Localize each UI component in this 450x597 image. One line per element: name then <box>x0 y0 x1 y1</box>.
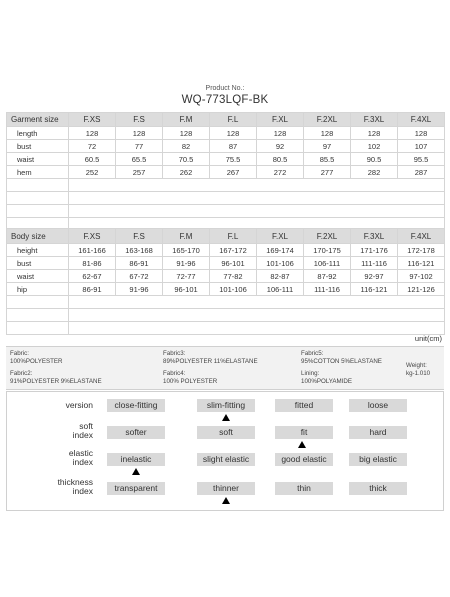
table-cell: 257 <box>116 166 163 179</box>
property-label-line: elastic <box>68 448 93 458</box>
table-cell: 65.5 <box>116 153 163 166</box>
empty-cell <box>7 192 69 205</box>
property-label <box>29 478 93 496</box>
table-cell: 171-176 <box>351 244 398 257</box>
table-cell: 165-170 <box>163 244 210 257</box>
option-fitted: fitted <box>275 399 333 412</box>
table-row <box>7 140 445 153</box>
option-close-fitting: close-fitting <box>107 399 165 412</box>
table-cell: 82-87 <box>257 270 304 283</box>
table-cell: 128 <box>163 127 210 140</box>
table-cell: 128 <box>257 127 304 140</box>
table-cell: 128 <box>304 127 351 140</box>
table-cell: 86-91 <box>116 257 163 270</box>
empty-cell <box>7 322 69 335</box>
empty-cell <box>69 296 445 309</box>
table-cell: 169-174 <box>257 244 304 257</box>
table-cell: 170-175 <box>304 244 351 257</box>
table-cell: 72-77 <box>163 270 210 283</box>
table-cell: 96-101 <box>163 283 210 296</box>
size-header: F.4XL <box>398 229 445 244</box>
table-cell: 106-111 <box>257 283 304 296</box>
table-cell: 128 <box>398 127 445 140</box>
size-header: F.XL <box>257 113 304 127</box>
row-label: length <box>7 127 69 140</box>
table-cell: 92-97 <box>351 270 398 283</box>
table-cell: 116-121 <box>398 257 445 270</box>
row-label: bust <box>7 140 69 153</box>
table-cell: 172-178 <box>398 244 445 257</box>
product-number: WQ-773LQF-BK <box>181 94 269 106</box>
table-cell: 82 <box>163 140 210 153</box>
size-header: F.M <box>163 229 210 244</box>
lining-value: 100%POLYAMIDE <box>301 378 353 385</box>
table-cell: 111-116 <box>304 283 351 296</box>
option-slim-fitting: slim-fitting <box>197 399 255 412</box>
table-cell: 101-106 <box>257 257 304 270</box>
table-cell: 163-168 <box>116 244 163 257</box>
option-softer: softer <box>107 426 165 439</box>
empty-cell <box>7 309 69 322</box>
size-header: F.4XL <box>398 113 445 127</box>
size-header: F.S <box>116 113 163 127</box>
product-no-label: Product No.: <box>205 85 245 92</box>
lining-label: Lining: <box>301 370 320 377</box>
weight <box>406 362 430 378</box>
table-cell: 252 <box>69 166 116 179</box>
table-cell: 87-92 <box>304 270 351 283</box>
option-soft: soft <box>197 426 255 439</box>
table-cell: 167-172 <box>210 244 257 257</box>
garment-size-header: Garment size <box>7 113 69 127</box>
table-cell: 128 <box>351 127 398 140</box>
fabric-4 <box>163 370 217 386</box>
row-label: waist <box>7 270 69 283</box>
selected-marker-icon <box>132 468 140 475</box>
table-cell: 62-67 <box>69 270 116 283</box>
property-label-line: index <box>72 486 93 496</box>
option-hard: hard <box>349 426 407 439</box>
size-header: F.2XL <box>304 113 351 127</box>
table-cell: 267 <box>210 166 257 179</box>
fabric-2-value: 91%POLYESTER 9%ELASTANE <box>10 378 102 385</box>
garment-size-table <box>6 112 445 231</box>
table-cell: 128 <box>116 127 163 140</box>
empty-cell <box>69 179 445 192</box>
property-label-line: soft <box>79 421 93 431</box>
option-thick: thick <box>349 482 407 495</box>
unit-label: unit(cm) <box>414 334 442 343</box>
table-row <box>7 270 445 283</box>
table-cell: 107 <box>398 140 445 153</box>
table-row <box>7 166 445 179</box>
size-header: F.XS <box>69 229 116 244</box>
table-row <box>7 283 445 296</box>
table-cell: 77 <box>116 140 163 153</box>
empty-cell <box>7 296 69 309</box>
property-label-line: index <box>72 430 93 440</box>
size-header: F.3XL <box>351 113 398 127</box>
table-cell: 97-102 <box>398 270 445 283</box>
table-cell: 91-96 <box>163 257 210 270</box>
table-cell: 282 <box>351 166 398 179</box>
body-size-table <box>6 228 445 335</box>
selected-marker-icon <box>298 441 306 448</box>
weight-label: Weight: <box>406 362 427 369</box>
fabric-3-value: 89%POLYESTER 11%ELASTANE <box>163 358 258 365</box>
property-label <box>29 449 93 467</box>
fabric-3-label: Fabric3: <box>163 350 186 357</box>
body-size-header: Body size <box>7 229 69 244</box>
fabric-2 <box>10 370 102 386</box>
row-label: height <box>7 244 69 257</box>
option-inelastic: inelastic <box>107 453 165 466</box>
table-cell: 92 <box>257 140 304 153</box>
table-cell: 128 <box>69 127 116 140</box>
empty-cell <box>69 205 445 218</box>
table-cell: 287 <box>398 166 445 179</box>
size-header: F.M <box>163 113 210 127</box>
property-label <box>29 422 93 440</box>
option-thin: thin <box>275 482 333 495</box>
body-header-row <box>7 229 445 244</box>
selected-marker-icon <box>222 497 230 504</box>
size-header: F.XS <box>69 113 116 127</box>
row-label: bust <box>7 257 69 270</box>
fabric-5-value: 95%COTTON 5%ELASTANE <box>301 358 382 365</box>
empty-row <box>7 205 445 218</box>
size-header: F.L <box>210 229 257 244</box>
row-label: waist <box>7 153 69 166</box>
table-cell: 81-86 <box>69 257 116 270</box>
garment-properties <box>6 391 444 511</box>
table-cell: 87 <box>210 140 257 153</box>
empty-cell <box>69 309 445 322</box>
fabric-4-label: Fabric4: <box>163 370 186 377</box>
table-cell: 102 <box>351 140 398 153</box>
lining <box>301 370 352 386</box>
size-header: F.L <box>210 113 257 127</box>
empty-row <box>7 322 445 335</box>
option-slight-elastic: slight elastic <box>197 453 255 466</box>
table-cell: 97 <box>304 140 351 153</box>
table-row <box>7 257 445 270</box>
empty-row <box>7 296 445 309</box>
table-cell: 86-91 <box>69 283 116 296</box>
table-cell: 106-111 <box>304 257 351 270</box>
empty-row <box>7 192 445 205</box>
property-label-line: thickness <box>57 477 93 487</box>
property-label-line: version <box>65 400 93 410</box>
table-cell: 72 <box>69 140 116 153</box>
table-cell: 277 <box>304 166 351 179</box>
size-header: F.XL <box>257 229 304 244</box>
table-cell: 75.5 <box>210 153 257 166</box>
size-header: F.S <box>116 229 163 244</box>
table-cell: 77-82 <box>210 270 257 283</box>
fabric-1 <box>10 350 63 366</box>
table-cell: 101-106 <box>210 283 257 296</box>
table-row <box>7 153 445 166</box>
empty-row <box>7 309 445 322</box>
empty-cell <box>7 205 69 218</box>
fabric-4-value: 100% POLYESTER <box>163 378 218 385</box>
table-row <box>7 127 445 140</box>
fabric-3 <box>163 350 258 366</box>
property-label-line: index <box>72 457 93 467</box>
table-row <box>7 244 445 257</box>
empty-cell <box>69 322 445 335</box>
option-transparent: transparent <box>107 482 165 495</box>
table-cell: 96-101 <box>210 257 257 270</box>
empty-row <box>7 179 445 192</box>
fabric-2-label: Fabric2: <box>10 370 33 377</box>
table-cell: 121-126 <box>398 283 445 296</box>
table-cell: 85.5 <box>304 153 351 166</box>
table-cell: 272 <box>257 166 304 179</box>
table-cell: 161-166 <box>69 244 116 257</box>
fabric-info <box>6 346 444 390</box>
fabric-5 <box>301 350 382 366</box>
size-header: F.2XL <box>304 229 351 244</box>
table-cell: 128 <box>210 127 257 140</box>
option-loose: loose <box>349 399 407 412</box>
empty-cell <box>69 192 445 205</box>
fabric-1-label: Fabric: <box>10 350 29 357</box>
table-cell: 116-121 <box>351 283 398 296</box>
selected-marker-icon <box>222 414 230 421</box>
table-cell: 67-72 <box>116 270 163 283</box>
row-label: hip <box>7 283 69 296</box>
table-cell: 70.5 <box>163 153 210 166</box>
fabric-5-label: Fabric5: <box>301 350 324 357</box>
empty-cell <box>7 179 69 192</box>
table-cell: 111-116 <box>351 257 398 270</box>
weight-value: kg-1.010 <box>406 370 431 377</box>
table-cell: 95.5 <box>398 153 445 166</box>
table-cell: 90.5 <box>351 153 398 166</box>
garment-header-row <box>7 113 445 127</box>
table-cell: 60.5 <box>69 153 116 166</box>
row-label: hem <box>7 166 69 179</box>
property-label <box>29 401 93 410</box>
table-cell: 91-96 <box>116 283 163 296</box>
option-good-elastic: good elastic <box>275 453 333 466</box>
table-cell: 80.5 <box>257 153 304 166</box>
option-fit: fit <box>275 426 333 439</box>
table-cell: 262 <box>163 166 210 179</box>
option-big-elastic: big elastic <box>349 453 407 466</box>
option-thinner: thinner <box>197 482 255 495</box>
fabric-1-value: 100%POLYESTER <box>10 358 63 365</box>
size-header: F.3XL <box>351 229 398 244</box>
